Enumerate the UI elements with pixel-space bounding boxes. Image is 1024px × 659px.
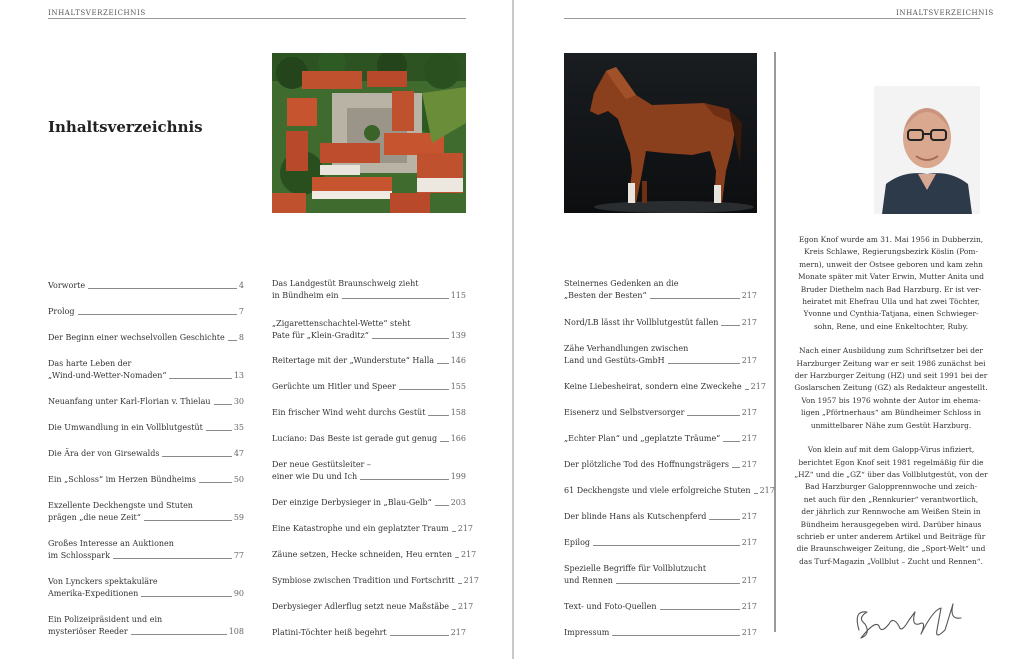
toc-page-number: 203 xyxy=(450,498,466,507)
toc-entry[interactable] xyxy=(564,407,757,419)
toc-entry-title-line: Großes Interesse an Auktionen xyxy=(48,539,174,548)
toc-page-number: 108 xyxy=(228,627,244,636)
toc-entry-title-line: Steinernes Gedenken an die xyxy=(564,279,679,288)
dot-leader xyxy=(342,298,449,299)
head-rule-right xyxy=(564,18,980,19)
toc-entry[interactable] xyxy=(272,497,466,509)
toc-entry[interactable] xyxy=(48,500,244,524)
toc-page-number: 50 xyxy=(233,475,244,484)
dot-leader xyxy=(452,531,456,532)
toc-entry-title-line: mysteriöser Reeder xyxy=(48,627,128,636)
toc-page-number: 217 xyxy=(458,602,474,611)
author-biography xyxy=(786,234,996,580)
dot-leader xyxy=(660,609,740,610)
toc-entry[interactable] xyxy=(48,332,244,344)
toc-page-number: 217 xyxy=(457,524,474,533)
toc-page-number: 77 xyxy=(233,551,244,560)
toc-entry[interactable] xyxy=(272,627,466,639)
toc-entry[interactable] xyxy=(48,538,244,562)
running-head-left: INHALTSVERZEICHNIS xyxy=(48,9,146,17)
dot-leader xyxy=(372,338,449,339)
dot-leader xyxy=(169,378,231,379)
toc-page-number: 217 xyxy=(450,628,466,637)
dot-leader xyxy=(437,363,449,364)
toc-page-number: 166 xyxy=(450,434,466,443)
toc-entry-title-line: Luciano: Das Beste ist gerade gut genug xyxy=(272,434,438,443)
dot-leader xyxy=(399,389,449,390)
toc-page-number: 217 xyxy=(759,486,775,495)
right-page xyxy=(514,0,1024,659)
toc-page-number: 217 xyxy=(463,576,479,585)
toc-page-number: 158 xyxy=(450,408,466,417)
toc-page-number: 30 xyxy=(233,397,244,406)
toc-entry[interactable] xyxy=(48,280,244,292)
toc-entry-title-line: Von Lynckers spektakuläre xyxy=(48,577,158,586)
toc-page-number: 8 xyxy=(238,333,244,342)
dot-leader xyxy=(141,596,231,597)
toc-entry-title-line: Die Umwandlung in ein Vollblutgestüt xyxy=(48,423,203,432)
toc-entry-title-line: Keine Liebesheirat, sondern eine Zweckehe xyxy=(564,382,742,391)
toc-entry[interactable] xyxy=(48,576,244,600)
toc-entry-title-line: Nord/LB lässt ihr Vollblutgestüt fallen xyxy=(564,318,719,327)
toc-page-number: 47 xyxy=(233,449,244,458)
dot-leader xyxy=(668,363,740,364)
toc-entry[interactable] xyxy=(564,317,757,329)
toc-page-number: 4 xyxy=(238,281,244,290)
toc-page-number: 217 xyxy=(741,408,757,417)
dot-leader xyxy=(113,558,232,559)
toc-entry[interactable] xyxy=(48,422,244,434)
toc-entry[interactable] xyxy=(272,318,466,342)
toc-entry[interactable] xyxy=(564,381,766,393)
toc-page-number: 217 xyxy=(741,538,757,547)
toc-entry-title-line: Zäune setzen, Hecke schneiden, Heu ernten xyxy=(272,550,452,559)
toc-entry[interactable] xyxy=(564,459,757,471)
toc-entry-title-line: Epilog xyxy=(564,538,591,547)
toc-entry[interactable] xyxy=(48,614,244,638)
toc-entry[interactable] xyxy=(272,523,474,535)
toc-entry[interactable] xyxy=(272,278,466,302)
toc-entry-title-line: Der plötzliche Tod des Hoffnungsträgers xyxy=(564,460,729,469)
dot-leader xyxy=(754,493,758,494)
toc-entry-title-line: „Zigarettenschachtel-Wette“ steht xyxy=(272,319,411,328)
author-signature xyxy=(849,590,969,646)
toc-entry[interactable] xyxy=(272,355,466,367)
dot-leader xyxy=(428,415,448,416)
toc-entry[interactable] xyxy=(564,343,757,367)
toc-entry-title-line: Land und Gestüts-GmbH xyxy=(564,356,665,365)
toc-entry[interactable] xyxy=(272,549,477,561)
racehorse-photo xyxy=(564,53,757,213)
toc-page-number: 35 xyxy=(233,423,244,432)
toc-entry-title-line: prägen „die neue Zeit“ xyxy=(48,513,141,522)
toc-entry-title-line: einer wie Du und Ich xyxy=(272,472,358,481)
toc-entry-title-line: und Rennen xyxy=(564,576,613,585)
toc-entry-title-line: Ein frischer Wind weht durchs Gestüt xyxy=(272,408,426,417)
page-title: Inhaltsverzeichnis xyxy=(48,118,203,136)
toc-entry-title-line: Der neue Gestütsleiter – xyxy=(272,460,371,469)
toc-page-number: 155 xyxy=(450,382,466,391)
toc-entry-title-line: „Echter Plan“ und „geplatzte Träume“ xyxy=(564,434,721,443)
dot-leader xyxy=(650,298,740,299)
toc-entry[interactable] xyxy=(564,485,775,497)
toc-page-number: 217 xyxy=(741,318,757,327)
author-portrait xyxy=(874,86,980,214)
toc-entry[interactable] xyxy=(272,381,466,393)
toc-page-number: 217 xyxy=(741,460,757,469)
toc-entry[interactable] xyxy=(48,448,244,460)
toc-entry-title-line: 61 Deckhengste und viele erfolgreiche Stuten xyxy=(564,486,751,495)
dot-leader xyxy=(612,635,739,636)
dot-leader xyxy=(78,314,237,315)
toc-entry-title-line: „Wind-und-Wetter-Nomaden“ xyxy=(48,371,167,380)
toc-page-number: 217 xyxy=(741,576,757,585)
dot-leader xyxy=(435,505,449,506)
toc-page-number: 217 xyxy=(741,628,757,637)
toc-entry[interactable] xyxy=(272,433,466,445)
bio-paragraph-1: Egon Knof wurde am 31. Mai 1956 in Dubberzin, Kreis Schlawe, Regierungsbezirk Köslin (Pom- mern), unweit der Ostsee geboren und kam zehn Monate später mit Vater Erwin, Mutter Anita und Bruder Diethelm nach Bad Harzburg. Er ist ver- heiratet mit Ehefrau Ulla und hat zwei Töchter, Yvonne und Cynthia-Tatjana, einen Schwieger- sohn, Rene, und eine Enkeltochter, Ruby. xyxy=(797,235,985,331)
toc-entry-title-line: Platini-Töchter heiß begehrt xyxy=(272,628,387,637)
toc-entry-title-line: Spezielle Begriffe für Vollblutzucht xyxy=(564,564,707,573)
toc-entry-title-line: Text- und Foto-Quellen xyxy=(564,602,657,611)
dot-leader xyxy=(162,456,231,457)
dot-leader xyxy=(723,441,739,442)
toc-entry[interactable] xyxy=(564,563,757,587)
dot-leader xyxy=(131,634,227,635)
toc-page-number: 217 xyxy=(750,382,766,391)
bio-paragraph-2: Nach einer Ausbildung zum Schriftsetzer bei der Harzburger Zeitung war er seit 1986 zunächst bei der Harzburger Zeitung (HZ) und seit 1991 bei der Goslarschen Zeitung (GZ) als Redakteur angestellt. Von 1957 bis 1976 wohnte der Autor im ehema- ligen „Pförtnerhaus“ am Bündheimer Schloss in unmittelbarer Nähe zum Gestüt Harzburg. xyxy=(794,346,988,430)
toc-entry-title-line: Eisenerz und Selbstversorger xyxy=(564,408,685,417)
toc-entry[interactable] xyxy=(272,459,466,483)
dot-leader xyxy=(452,609,456,610)
toc-entry-title-line: in Bündheim ein xyxy=(272,291,339,300)
bio-paragraph-3: Von klein auf mit dem Galopp-Virus infiziert, berichtet Egon Knof seit 1981 regelmäßig für die „HZ“ und die „GZ“ über das Vollblutgestüt, von der Bad Harzburger Galopprennwoche und zeich- net auch für den „Rennkurier“ verantwortlich, der jährlich zur Rennwoche am Weißen Stein in Bündheim herausgegeben wird. Darüber hinaus schrieb er unter anderem Artikel und Beiträge für die Braunschweiger Zeitung, die „Sport-Welt“ und das Turf-Magazin „Vollblut – Zucht und Rennen“. xyxy=(794,445,988,566)
toc-entry[interactable] xyxy=(48,396,244,408)
toc-entry[interactable] xyxy=(564,627,757,639)
toc-entry-title-line: Eine Katastrophe und ein geplatzter Traum xyxy=(272,524,449,533)
toc-page-number: 217 xyxy=(741,602,757,611)
dot-leader xyxy=(687,415,739,416)
toc-entry-title-line: Derbysieger Adlerflug setzt neue Maßstäbe xyxy=(272,602,449,611)
dot-leader xyxy=(228,340,237,341)
toc-entry-title-line: Der einzige Derbysieger in „Blau-Gelb“ xyxy=(272,498,432,507)
toc-entry-title-line: im Schlosspark xyxy=(48,551,110,560)
toc-entry[interactable] xyxy=(564,537,757,549)
toc-entry-title-line: Ein „Schloss“ im Herzen Bündheims xyxy=(48,475,196,484)
toc-page-number: 115 xyxy=(450,291,466,300)
dot-leader xyxy=(199,482,232,483)
toc-entry[interactable] xyxy=(564,433,757,445)
dot-leader xyxy=(360,479,449,480)
toc-entry-title-line: Der blinde Hans als Kutschenpferd xyxy=(564,512,707,521)
toc-entry-title-line: Exzellente Deckhengste und Stuten xyxy=(48,501,193,510)
dot-leader xyxy=(440,441,449,442)
toc-entry[interactable] xyxy=(564,278,757,302)
toc-entry-title-line: Amerika-Expeditionen xyxy=(48,589,139,598)
toc-entry[interactable] xyxy=(48,306,244,318)
dot-leader xyxy=(721,325,739,326)
toc-entry-title-line: Impressum xyxy=(564,628,610,637)
toc-entry-title-line: Zähe Verhandlungen zwischen xyxy=(564,344,689,353)
dot-leader xyxy=(144,520,232,521)
toc-page-number: 217 xyxy=(741,291,757,300)
dot-leader xyxy=(88,288,237,289)
head-rule-left xyxy=(48,18,466,19)
toc-entry-title-line: Gerüchte um Hitler und Speer xyxy=(272,382,396,391)
toc-page-number: 217 xyxy=(460,550,477,559)
dot-leader xyxy=(745,389,749,390)
toc-entry[interactable] xyxy=(272,575,479,587)
toc-page-number: 199 xyxy=(450,472,466,481)
toc-entry-title-line: Reitertage mit der „Wunderstute“ Halla xyxy=(272,356,435,365)
toc-entry[interactable] xyxy=(272,407,466,419)
toc-entry-title-line: Prolog xyxy=(48,307,75,316)
toc-entry[interactable] xyxy=(48,358,244,382)
toc-page-number: 7 xyxy=(238,307,244,316)
toc-page-number: 139 xyxy=(450,331,466,340)
toc-entry-title-line: Das harte Leben der xyxy=(48,359,132,368)
toc-page-number: 146 xyxy=(450,356,466,365)
toc-entry[interactable] xyxy=(272,601,474,613)
dot-leader xyxy=(455,557,459,558)
dot-leader xyxy=(214,404,232,405)
toc-page-number: 217 xyxy=(741,512,757,521)
toc-entry[interactable] xyxy=(564,511,757,523)
toc-entry-title-line: Pate für „Klein-Graditz“ xyxy=(272,331,369,340)
column-divider xyxy=(774,52,776,632)
dot-leader xyxy=(732,467,740,468)
toc-entry-title-line: Das Landgestüt Braunschweig zieht xyxy=(272,279,419,288)
toc-page-number: 59 xyxy=(233,513,244,522)
toc-entry[interactable] xyxy=(564,601,757,613)
dot-leader xyxy=(458,583,462,584)
toc-page-number: 13 xyxy=(233,371,244,380)
toc-entry[interactable] xyxy=(48,474,244,486)
toc-page-number: 217 xyxy=(741,434,757,443)
toc-entry-title-line: Symbiose zwischen Tradition und Fortschritt xyxy=(272,576,455,585)
toc-entry-title-line: Ein Polizeipräsident und ein xyxy=(48,615,163,624)
toc-entry-title-line: Die Ära der von Girsewalds xyxy=(48,449,160,458)
dot-leader xyxy=(390,635,449,636)
toc-page-number: 217 xyxy=(741,356,757,365)
dot-leader xyxy=(593,545,740,546)
aerial-stud-farm-photo xyxy=(272,53,466,213)
running-head-right: INHALTSVERZEICHNIS xyxy=(896,9,994,17)
toc-entry-title-line: Vorworte xyxy=(48,281,86,290)
dot-leader xyxy=(709,519,739,520)
dot-leader xyxy=(616,583,740,584)
toc-entry-title-line: „Besten der Besten“ xyxy=(564,291,647,300)
toc-entry-title-line: Neuanfang unter Karl-Florian v. Thielau xyxy=(48,397,211,406)
toc-entry-title-line: Der Beginn einer wechselvollen Geschichte xyxy=(48,333,225,342)
toc-page-number: 90 xyxy=(233,589,244,598)
dot-leader xyxy=(206,430,232,431)
